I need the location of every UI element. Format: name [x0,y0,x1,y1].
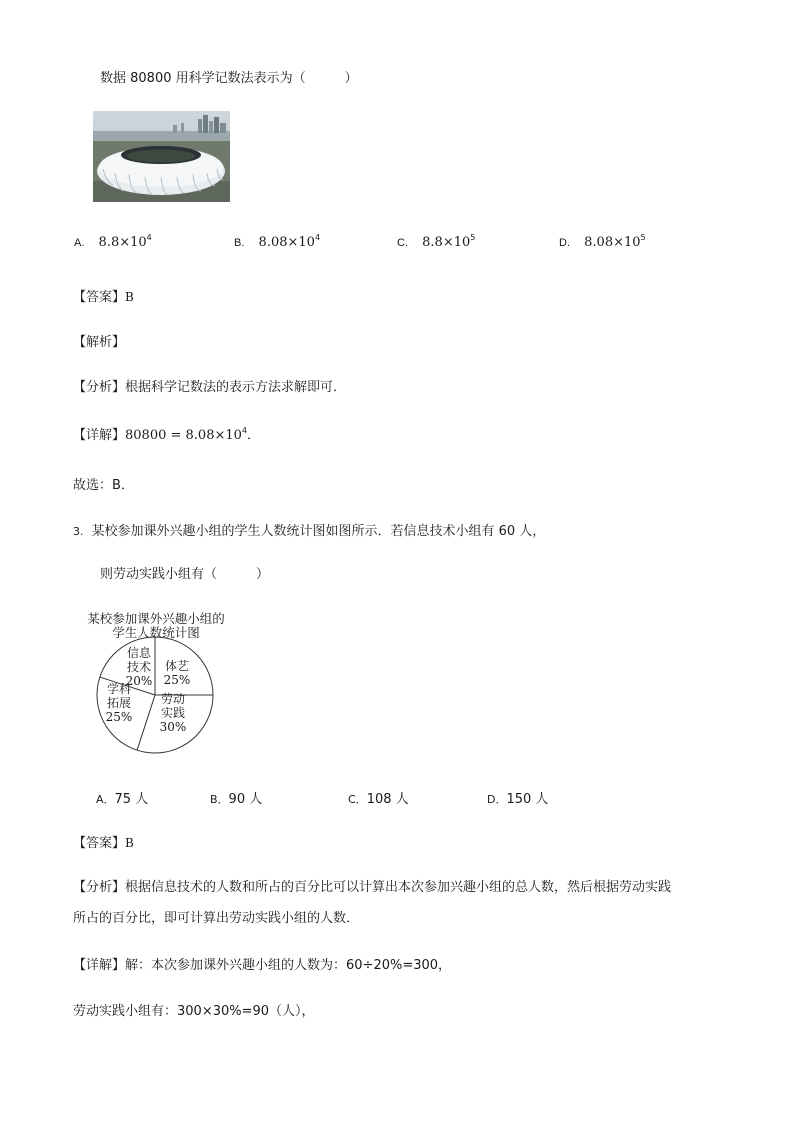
q3-stem-line2: 则劳动实践小组有（ ） [100,567,270,582]
question-number: 3. [73,525,84,538]
q3-option-a[interactable] [96,788,148,807]
pie-percent-label: 25% [163,673,191,687]
option-value: 75 人 [114,792,149,807]
xiangjie-tag: 【详解】 [73,428,126,443]
pie-category-label: 技术 [126,660,152,674]
option-label: C. [397,237,408,249]
pie-category-label: 拓展 [106,696,132,710]
q3-option-d[interactable] [487,788,548,807]
q2-option-b[interactable] [234,235,320,250]
q2-option-d[interactable] [559,235,646,250]
pie-category-label: 劳动 [160,692,186,706]
pie-category-label: 体艺 [164,659,190,673]
q3-option-c[interactable] [348,788,409,807]
q2-choose: 故选：B． [73,478,134,493]
pie-category-label: 实践 [160,706,186,720]
xiangjie-exponent: 4 [241,426,248,435]
q2-stem: 数据 80800 用科学记数法表示为（ ） [100,71,358,86]
pie-category-label: 信息 [126,646,152,660]
q3-fenxi-line1 [73,876,671,895]
option-value: 108 人 [366,792,409,807]
option-exponent: 4 [146,233,152,242]
option-value: 8.8×10 [98,235,147,250]
stem-text: 某校参加课外兴趣小组的学生人数统计图如图所示．若信息技术小组有 60 人， [91,524,546,539]
answer-tag: 【答案】 [73,836,126,851]
xiangjie-tag: 【详解】 [73,958,126,973]
q2-analysis-tag: 【解析】 [73,335,126,350]
q3-xiangjie [73,954,451,973]
option-value: 90 人 [228,792,263,807]
q2-option-a[interactable] [74,235,152,250]
q2-fenxi [73,376,346,395]
option-value: 8.8×10 [422,235,471,250]
option-label: C． [348,793,367,806]
option-value: 150 人 [506,792,549,807]
option-label: D． [487,793,507,806]
q2-xiangjie [73,424,260,443]
pie-category-label: 学科 [106,682,132,696]
fenxi-text: 根据科学记数法的表示方法求解即可． [125,380,347,395]
option-label: D. [559,237,570,249]
fenxi-text: 根据信息技术的人数和所占的百分比可以计算出本次参加兴趣小组的总人数，然后根据劳动实践 [125,880,672,895]
q2-option-c[interactable] [397,235,475,250]
fenxi-tag: 【分析】 [73,880,126,895]
option-exponent: 4 [314,233,321,242]
answer-tag: 【答案】 [73,290,126,305]
q3-last-line: 劳动实践小组有：300×30%=90（人）， [73,1004,315,1019]
answer-value: B [125,290,134,304]
option-label: B． [210,793,229,806]
option-exponent: 5 [640,233,646,242]
pie-chart-svg [78,609,238,754]
xiangjie-text: 解：本次参加课外兴趣小组的人数为：60÷20%=300， [125,958,452,973]
fenxi-tag: 【分析】 [73,380,126,395]
chart-title-line2: 学生人数统计图 [112,625,200,640]
pie-percent-label: 20% [125,674,153,688]
q3-option-b[interactable] [210,788,262,807]
option-label: A． [96,793,115,806]
xiangjie-end: ． [247,428,261,443]
pie-percent-label: 25% [105,710,133,724]
option-value: 8.08×10 [584,235,641,250]
q3-stem-line1 [73,520,545,539]
answer-value: B [125,836,134,850]
option-exponent: 5 [470,233,476,242]
chart-title-line1: 某校参加课外兴趣小组的 [87,611,225,626]
xiangjie-formula: 80800 = 8.08×10 [125,428,242,443]
pie-percent-label: 30% [159,720,187,734]
option-label: B. [234,237,245,249]
option-label: A. [74,237,85,249]
q2-answer [73,286,134,305]
stadium-photo [93,111,230,202]
option-value: 8.08×10 [258,235,315,250]
q3-answer [73,832,134,851]
pie-chart [78,609,238,754]
q3-fenxi-line2: 所占的百分比，即可计算出劳动实践小组的人数． [73,911,360,926]
